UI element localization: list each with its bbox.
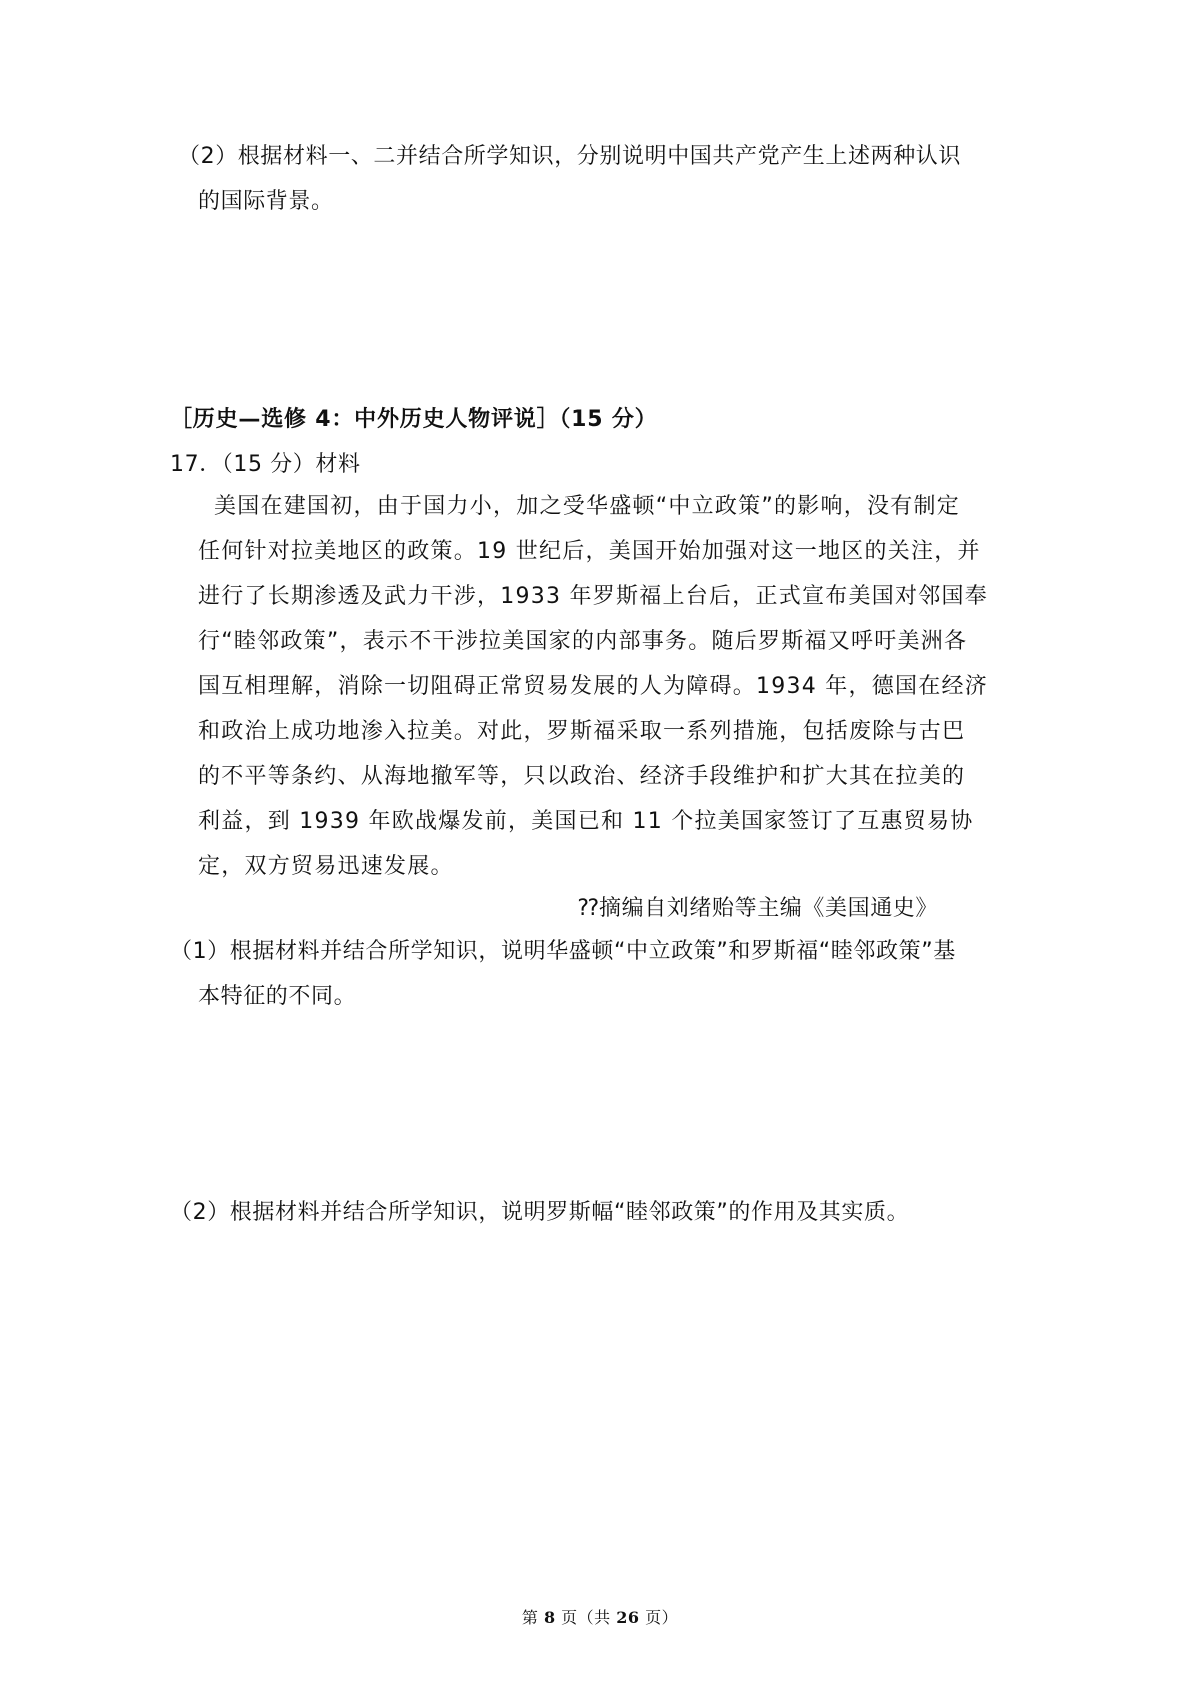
q17-passage-line-7: 的不平等条约、从海地撤军等，只以政治、经济手段维护和扩大其在拉美的 <box>198 764 966 789</box>
q17-passage-line-4: 行“睦邻政策”，表示不干涉拉美国家的内部事务。随后罗斯福又呼吁美洲各 <box>198 629 968 654</box>
footer-total-pages: 26 <box>616 1608 640 1627</box>
q17-source: ⁇摘编自刘绪贻等主编《美国通史》 <box>578 896 938 921</box>
q17-passage-line-1: 美国在建国初，由于国力小，加之受华盛顿“中立政策”的影响，没有制定 <box>214 494 961 519</box>
q17-passage-line-9: 定，双方贸易迅速发展。 <box>198 854 454 879</box>
q17-passage-line-8: 利益，到 1939 年欧战爆发前，美国已和 11 个拉美国家签订了互惠贸易协 <box>198 809 974 834</box>
footer-prefix: 第 <box>521 1608 544 1627</box>
footer-middle: 页（共 <box>555 1608 617 1627</box>
q16-part2-line1: （2）根据材料一、二并结合所学知识，分别说明中国共产党产生上述两种认识 <box>178 144 961 169</box>
footer-page-number: 8 <box>543 1608 556 1627</box>
q17-part1-line1: （1）根据材料并结合所学知识，说明华盛顿“中立政策”和罗斯福“睦邻政策”基 <box>170 939 956 964</box>
footer-suffix: 页） <box>639 1608 679 1627</box>
q17-part2: （2）根据材料并结合所学知识，说明罗斯幅“睦邻政策”的作用及其实质。 <box>170 1200 910 1225</box>
section-header: ［历史—选修 4：中外历史人物评说］（15 分） <box>170 407 658 432</box>
q17-passage-line-3: 进行了长期渗透及武力干涉，1933 年罗斯福上台后，正式宣布美国对邻国奉 <box>198 584 988 609</box>
q17-passage-line-6: 和政治上成功地渗入拉美。对此，罗斯福采取一系列措施，包括废除与古巴 <box>198 719 966 744</box>
q17-passage-line-5: 国互相理解，消除一切阻碍正常贸易发展的人为障碍。1934 年，德国在经济 <box>198 674 988 699</box>
q16-part2-line2: 的国际背景。 <box>198 189 334 214</box>
page-footer <box>0 1607 1200 1629</box>
q17-heading: 17．（15 分）材料 <box>170 452 361 477</box>
q17-part1-line2: 本特征的不同。 <box>198 984 357 1009</box>
q17-passage-line-2: 任何针对拉美地区的政策。19 世纪后，美国开始加强对这一地区的关注，并 <box>198 539 981 564</box>
